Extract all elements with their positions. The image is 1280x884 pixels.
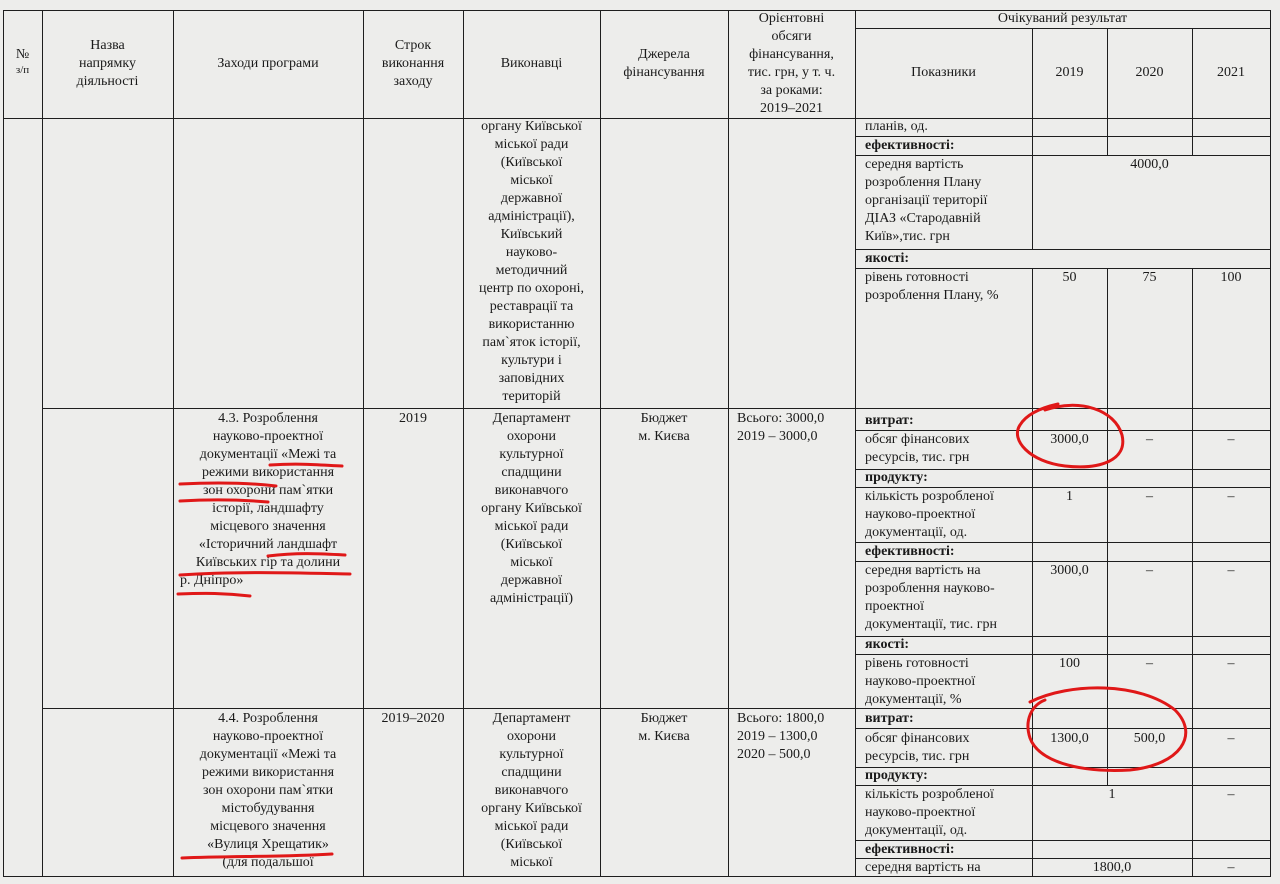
- row3-executor-l9: міської: [510, 855, 553, 870]
- row3-fin-volume-l2: ресурсів, тис. грн: [865, 749, 970, 764]
- row2-executor-l8: (Київської: [500, 537, 563, 552]
- row1-executor-l10: центр по охороні,: [479, 281, 584, 296]
- row2-avg-cost-l1: середня вартість на: [865, 563, 981, 578]
- row1-executor-l14: культури і: [501, 353, 562, 368]
- row2-efficiency-label: ефективності:: [865, 544, 955, 559]
- row3-measure-l5: зон охорони пам`ятки: [202, 783, 334, 798]
- row2-executor-l2: охорони: [506, 429, 557, 444]
- header-direction-l2: напрямку: [79, 56, 136, 71]
- header-direction-l1: Назва: [90, 38, 125, 53]
- row2-doc-2020: –: [1146, 489, 1153, 504]
- row1-executor-l8: науково-: [505, 245, 558, 260]
- row3-funding-l2: 2019 – 1300,0: [737, 729, 818, 744]
- row1-plans-unit: планів, од.: [865, 119, 928, 134]
- row3-measure-l1: 4.4. Розроблення: [218, 711, 318, 726]
- row2-readiness-l1: рівень готовності: [865, 656, 969, 671]
- row2-source-l1: Бюджет: [640, 411, 688, 426]
- row3-measure-l6: містобудування: [221, 801, 315, 816]
- row1-executor-l9: методичний: [495, 263, 568, 278]
- row2-avg-2020: –: [1146, 563, 1153, 578]
- row1-readiness-l1: рівень готовності: [865, 270, 969, 285]
- row2-fin-2020: –: [1146, 432, 1153, 447]
- red-circle: [1028, 688, 1186, 771]
- row3-costs-label: витрат:: [865, 711, 914, 726]
- row2-product-label: продукту:: [865, 470, 928, 485]
- row3-fin-2021: –: [1227, 731, 1235, 746]
- row2-funding-l2: 2019 – 3000,0: [737, 429, 818, 444]
- header-funding-l1: Орієнтовні: [758, 11, 825, 26]
- row3-executor-l2: охорони: [506, 729, 557, 744]
- row1-avg-cost-l2: розроблення Плану: [865, 175, 982, 190]
- row1-executor-l5: державної: [500, 191, 563, 206]
- row3-fin-2020: 500,0: [1133, 731, 1166, 746]
- row1-avg-cost-l5: Київ»,тис. грн: [865, 229, 950, 244]
- row2-measure-l5: зон охорони пам`ятки: [202, 483, 334, 498]
- header-funding-l2: обсяги: [771, 29, 812, 44]
- header-direction-l3: діяльності: [76, 74, 139, 89]
- row1-readiness-2019: 50: [1062, 270, 1077, 285]
- row3-executor-l1: Департамент: [492, 711, 571, 726]
- row3-avg-cost: середня вартість на: [865, 860, 981, 875]
- row2-fin-volume-l1: обсяг фінансових: [865, 432, 970, 447]
- row2-avg-2021: –: [1227, 563, 1235, 578]
- row2-doc-count-l3: документації, од.: [865, 525, 968, 540]
- row3-measure-l9: (для подальшої: [222, 855, 314, 870]
- row2-executor-l3: культурної: [499, 447, 564, 462]
- row2-executor-l11: адміністрації): [489, 591, 574, 606]
- row1-avg-cost-l3: організації території: [865, 193, 988, 208]
- row2-measure-l1: 4.3. Розроблення: [218, 411, 318, 426]
- header-year-2021: 2021: [1217, 65, 1245, 80]
- header-term-l3: заходу: [393, 74, 433, 89]
- red-underline: [268, 554, 345, 556]
- row2-doc-count-l1: кількість розробленої: [865, 489, 994, 504]
- row3-avg-value: 1800,0: [1092, 860, 1132, 875]
- header-executors: Виконавці: [500, 56, 563, 71]
- row2-ready-2019: 100: [1059, 656, 1080, 671]
- header-funding-l5: за роками:: [760, 83, 823, 98]
- row3-funding-l1: Всього: 1800,0: [737, 711, 825, 726]
- row2-doc-2019: 1: [1066, 489, 1073, 504]
- row3-measure-l8: «Вулиця Хрещатик»: [207, 837, 329, 852]
- row1-executor-l3: (Київської: [500, 155, 563, 170]
- row2-measure-l6: історії, ландшафту: [212, 501, 324, 516]
- row3-doc-count-l1: кількість розробленої: [865, 787, 994, 802]
- row3-executor-l8: (Київської: [500, 837, 563, 852]
- row2-quality-label: якості:: [865, 637, 910, 652]
- row2-measure-l10: р. Дніпро»: [180, 573, 244, 588]
- row1-executor-l1: органу Київської: [481, 119, 582, 134]
- red-underline: [180, 483, 276, 486]
- red-underline: [180, 573, 350, 575]
- row2-measure-l4: режими використання: [201, 465, 335, 480]
- row1-quality-label: якості:: [865, 251, 910, 266]
- row3-product-label: продукту:: [865, 768, 928, 783]
- row1-executor-l13: пам`яток історії,: [482, 335, 581, 350]
- row2-executor-l1: Департамент: [492, 411, 571, 426]
- row2-avg-cost-l3: проектної: [865, 599, 924, 614]
- header-num-symbol: №: [15, 47, 30, 62]
- row2-executor-l9: міської: [510, 555, 553, 570]
- row1-executor-l15: заповідних: [498, 371, 565, 386]
- header-year-2019: 2019: [1055, 65, 1084, 80]
- row3-source-l1: Бюджет: [640, 711, 688, 726]
- row2-funding-l1: Всього: 3000,0: [737, 411, 825, 426]
- row2-readiness-l2: науково-проектної: [865, 674, 976, 689]
- row3-efficiency-label: ефективності:: [865, 842, 955, 857]
- row2-ready-2020: –: [1146, 656, 1153, 671]
- row3-doc-count-l3: документації, од.: [865, 823, 968, 838]
- header-year-2020: 2020: [1135, 65, 1164, 80]
- row2-fin-volume-l2: ресурсів, тис. грн: [865, 450, 970, 465]
- row2-doc-count-l2: науково-проектної: [865, 507, 976, 522]
- header-term-l1: Строк: [394, 38, 432, 53]
- row2-measure-l9: Київських гір та долини: [195, 555, 341, 570]
- header-funding-l3: фінансування,: [749, 47, 834, 62]
- header-sources-l1: Джерела: [638, 47, 690, 62]
- row3-executor-l7: міської ради: [494, 819, 569, 834]
- row2-executor-l6: органу Київської: [481, 501, 582, 516]
- row1-avg-cost-value: 4000,0: [1130, 157, 1169, 172]
- row3-measure-l7: місцевого значення: [210, 819, 326, 834]
- row1-executor-l16: територій: [502, 389, 561, 404]
- row2-readiness-l3: документації, %: [865, 692, 962, 707]
- row1-avg-cost-l4: ДІАЗ «Стародавній: [865, 211, 981, 226]
- row3-source-l2: м. Києва: [638, 729, 690, 744]
- row2-doc-2021: –: [1227, 489, 1235, 504]
- row2-fin-2021: –: [1227, 432, 1235, 447]
- row1-executor-l2: міської ради: [494, 137, 569, 152]
- red-underline: [270, 464, 342, 466]
- row2-source-l2: м. Києва: [638, 429, 690, 444]
- row3-avg-2021: –: [1227, 860, 1235, 875]
- row1-executor-l12: використанню: [488, 317, 575, 332]
- row3-doc-value: 1: [1108, 787, 1116, 802]
- row3-fin-volume-l1: обсяг фінансових: [865, 731, 970, 746]
- row3-executor-l4: спадщини: [501, 765, 562, 780]
- row2-measure-l7: місцевого значення: [210, 519, 326, 534]
- row2-avg-2019: 3000,0: [1050, 563, 1089, 578]
- row1-readiness-2021: 100: [1220, 270, 1242, 285]
- row1-avg-cost-l1: середня вартість: [865, 157, 964, 172]
- header-sources-l2: фінансування: [623, 65, 705, 80]
- header-funding-l6: 2019–2021: [760, 101, 823, 116]
- row1-executor-l6: адміністрації),: [488, 209, 575, 224]
- row2-measure-l2: науково-проектної: [212, 429, 324, 444]
- red-circle: [1017, 404, 1122, 467]
- row3-fin-2019: 1300,0: [1050, 731, 1089, 746]
- row2-measure-l8: «Історичний ландшафт: [198, 537, 338, 552]
- row2-executor-l10: державної: [500, 573, 563, 588]
- row2-ready-2021: –: [1227, 656, 1235, 671]
- row2-executor-l4: спадщини: [501, 465, 562, 480]
- row3-executor-l5: виконавчого: [494, 783, 569, 798]
- row3-measure-l3: документації «Межі та: [199, 747, 337, 762]
- row2-executor-l5: виконавчого: [494, 483, 569, 498]
- row3-funding-l3: 2020 – 500,0: [737, 747, 811, 762]
- row2-avg-cost-l4: документації, тис. грн: [865, 617, 997, 632]
- row2-fin-2019: 3000,0: [1050, 432, 1089, 447]
- row3-doc-count-l2: науково-проектної: [865, 805, 976, 820]
- row1-efficiency-label: ефективності:: [865, 138, 955, 153]
- header-funding-l4: тис. грн, у т. ч.: [747, 65, 836, 80]
- red-underline: [180, 500, 268, 502]
- row1-executor-l4: міської: [510, 173, 553, 188]
- header-indicators: Показники: [911, 65, 976, 80]
- header-term-l2: виконання: [381, 56, 445, 71]
- row2-term: 2019: [399, 411, 427, 426]
- row1-readiness-2020: 75: [1142, 270, 1157, 285]
- header-measures: Заходи програми: [217, 56, 319, 71]
- header-num-abbr: з/п: [15, 64, 30, 76]
- row3-measure-l4: режими використання: [201, 765, 335, 780]
- row2-executor-l7: міської ради: [494, 519, 569, 534]
- row3-executor-l3: культурної: [499, 747, 564, 762]
- row2-measure-l3: документації «Межі та: [199, 447, 337, 462]
- row3-doc-2021: –: [1227, 787, 1235, 802]
- header-expected: Очікуваний результат: [997, 11, 1128, 26]
- row2-avg-cost-l2: розроблення науково-: [865, 581, 995, 596]
- red-underline: [178, 593, 250, 596]
- row3-term: 2019–2020: [381, 711, 445, 726]
- row2-costs-label: витрат:: [865, 413, 914, 428]
- row1-executor-l7: Київський: [500, 227, 563, 242]
- red-underline: [182, 854, 332, 858]
- row3-measure-l2: науково-проектної: [212, 729, 324, 744]
- row1-readiness-l2: розроблення Плану, %: [865, 288, 999, 303]
- row1-executor-l11: реставрації та: [489, 299, 574, 314]
- row3-executor-l6: органу Київської: [481, 801, 582, 816]
